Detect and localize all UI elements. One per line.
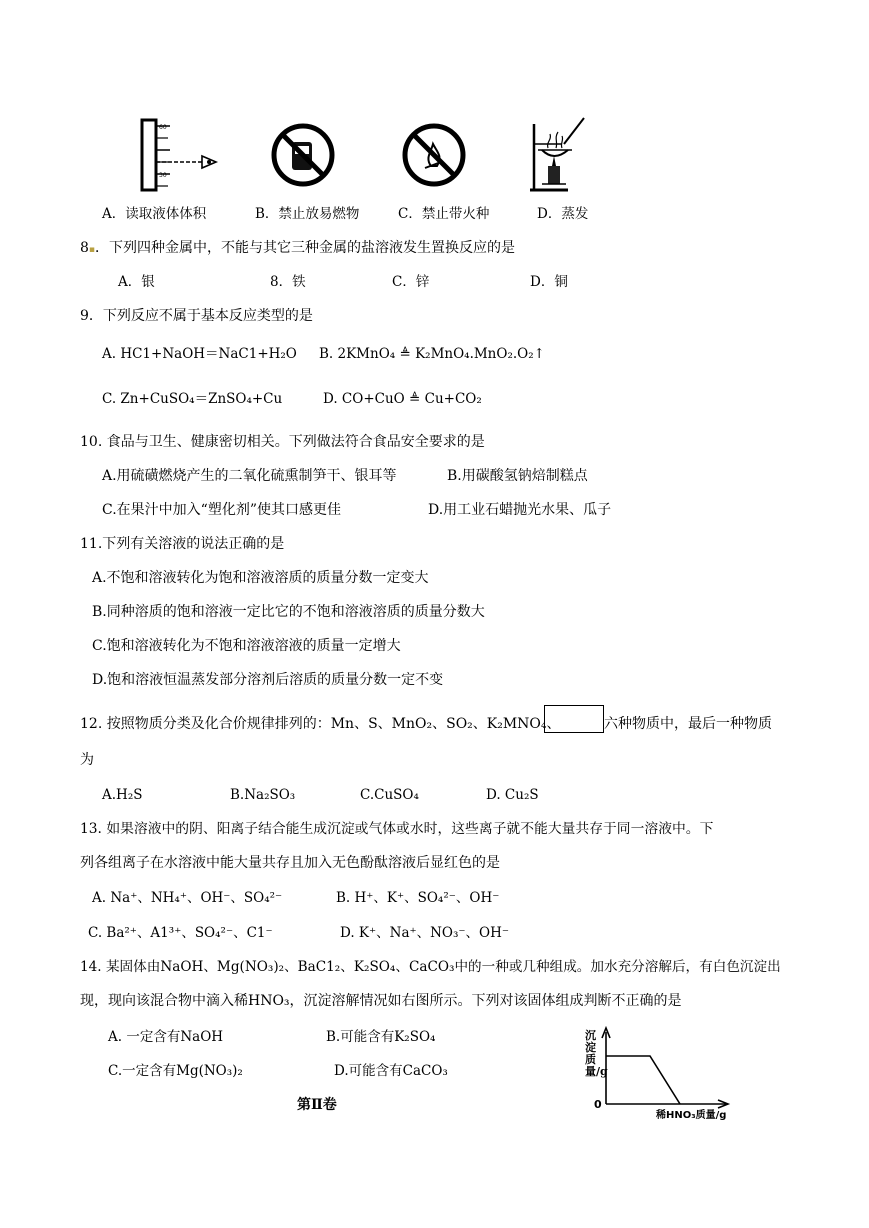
q11-option-d: D.饱和溶液恒温蒸发部分溶剂后溶质的质量分数一定不变: [92, 672, 444, 688]
q10-option-a: A.用硫磺燃烧产生的二氧化硫熏制笋干、银耳等: [102, 468, 397, 484]
q13-stem-line2: 列各组离子在水溶液中能大量共存且加入无色酚酞溶液后显红色的是: [80, 855, 500, 871]
q13-option-d: D. K⁺、Na⁺、NO₃⁻、OH⁻: [340, 925, 510, 941]
q13-stem-line1: 13. 如果溶液中的阴、阳离子结合能生成沉淀或气体或水时，这些离子就不能大量共存于同一溶液中。下: [80, 821, 714, 837]
q10-option-d: D.用工业石蜡抛光水果、瓜子: [428, 502, 612, 518]
q8-stem-text: ．下列四种金属中，不能与其它三种金属的盐溶液发生置换反应的是: [95, 240, 516, 256]
q14-graph-ylabel: 沉淀质量/g: [585, 1029, 608, 1078]
q11-stem: 11.下列有关溶液的说法正确的是: [80, 536, 285, 552]
q10-stem: 10. 食品与卫生、健康密切相关。下列做法符合食品安全要求的是: [80, 434, 485, 450]
q11-option-c: C.饱和溶液转化为不饱和溶液溶液的质量一定增大: [92, 638, 401, 654]
q9-option-d: D. CO+CuO ≜ Cu+CO₂: [323, 391, 482, 407]
section-heading: 第Ⅱ卷: [297, 1097, 337, 1113]
q12-stem-after: 六种物质中，最后一种物质: [604, 716, 772, 732]
q12-option-c: C.CuSO₄: [360, 787, 419, 803]
q12-option-d: D. Cu₂S: [486, 787, 539, 803]
q14-stem-line2: 现，现向该混合物中滴入稀HNO₃，沉淀溶解情况如右图所示。下列对该固体组成判断不正确的是: [80, 993, 682, 1009]
q12-stem-before: 12. 按照物质分类及化合价规律排列的：Mn、S、MnO₂、SO₂、K₂MNO₄、: [80, 716, 561, 732]
evaporation-apparatus-icon: [528, 114, 588, 194]
q10-option-c: C.在果汁中加入“塑化剂”使其口感更佳: [102, 502, 341, 518]
q9-stem: 9．下列反应不属于基本反应类型的是: [80, 308, 313, 324]
q14-option-d: D.可能含有CaCO₃: [334, 1063, 448, 1079]
q8-option-a: A．银: [118, 274, 155, 290]
q7-option-b: B．禁止放易燃物: [255, 206, 360, 222]
q14-graph-xlabel: 稀HNO₃质量/g: [656, 1110, 727, 1121]
q7-option-d: D．蒸发: [537, 206, 589, 222]
q12-stem-line2: 为: [80, 752, 94, 768]
q14-option-c: C.一定含有Mg(NO₃)₂: [108, 1063, 243, 1079]
q8-option-c: C．锌: [392, 274, 430, 290]
q8-option-d: D．铜: [530, 274, 568, 290]
q14-graph-origin: 0: [594, 1098, 602, 1111]
measuring-cylinder-reading-icon: [140, 118, 220, 194]
q7-option-c: C．禁止带火种: [398, 206, 490, 222]
q13-option-b: B. H⁺、K⁺、SO₄²⁻、OH⁻: [336, 890, 500, 906]
q8-number: 8: [80, 240, 89, 256]
q12-option-a: A.H₂S: [102, 787, 143, 803]
q14-option-b: B.可能含有K₂SO₄: [326, 1029, 436, 1045]
svg-text:30: 30: [159, 172, 167, 179]
svg-text:60: 60: [159, 124, 167, 131]
q11-option-a: A.不饱和溶液转化为饱和溶液溶质的质量分数一定变大: [92, 570, 429, 586]
q9-option-a: A. HC1+NaOH＝NaC1+H₂O: [102, 346, 297, 362]
q7-option-a: A．读取液体体积: [102, 206, 207, 222]
no-open-flame-sign-icon: [401, 122, 467, 188]
q12-blank-box: [544, 705, 604, 733]
no-flammables-sign-icon: [270, 122, 336, 188]
q14-option-a: A. 一定含有NaOH: [108, 1029, 224, 1045]
q9-option-b: B. 2KMnO₄ ≜ K₂MnO₄.MnO₂.O₂↑: [319, 346, 545, 362]
q11-option-b: B.同种溶质的饱和溶液一定比它的不饱和溶液溶质的质量分数大: [92, 604, 485, 620]
q12-option-b: B.Na₂SO₃: [230, 787, 296, 803]
q10-option-b: B.用碳酸氢钠焙制糕点: [447, 468, 588, 484]
q13-option-a: A. Na⁺、NH₄⁺、OH⁻、SO₄²⁻: [92, 890, 283, 906]
q14-stem-line1: 14. 某固体由NaOH、Mg(NO₃)₂、BaC1₂、K₂SO₄、CaCO₃中的一种或几种组成。加水充分溶解后，有白色沉淀出: [80, 959, 781, 975]
q13-option-c: C. Ba²⁺、A1³⁺、SO₄²⁻、C1⁻: [88, 925, 273, 941]
q8-option-b: 8．铁: [270, 274, 306, 290]
q9-option-c: C. Zn+CuSO₄＝ZnSO₄+Cu: [102, 391, 283, 407]
q8-stem: 8▪．下列四种金属中，不能与其它三种金属的盐溶液发生置换反应的是: [80, 240, 516, 256]
